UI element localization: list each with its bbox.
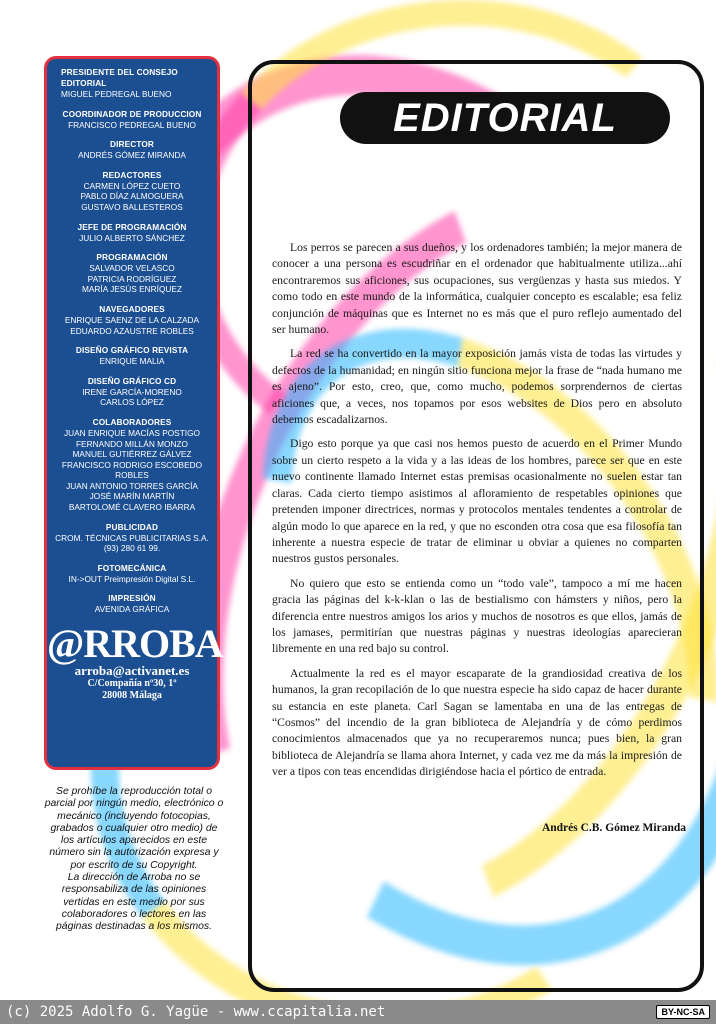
legal-responsibility: La dirección de Arroba no se responsabiliza de las opiniones vertidas en este medio por sus colaboradores o lectores en las páginas destinadas a los mismos.	[56, 872, 212, 933]
credit-role: COLABORADORES	[92, 416, 172, 427]
credit-name: ENRIQUE MALIA	[99, 356, 165, 367]
contact-email: arroba@activanet.es	[74, 663, 190, 679]
credit-name: EDUARDO AZAUSTRE ROBLES	[70, 325, 194, 336]
credit-role: DISEÑO GRÁFICO REVISTA	[75, 345, 189, 356]
credits-list	[47, 67, 217, 615]
credit-name: FERNANDO MILLÁN MONZO	[75, 438, 189, 449]
credit-group	[47, 563, 217, 585]
credit-role: JEFE DE PROGRAMACIÓN	[77, 221, 187, 232]
credit-role: FOTOMECÁNICA	[97, 562, 167, 573]
credit-role: DIRECTOR	[110, 139, 154, 150]
credit-group	[47, 222, 217, 244]
credit-role: PROGRAMACIÓN	[96, 252, 168, 263]
copyright-text: (c) 2025 Adolfo G. Yagüe - www.ccapitalia.net	[6, 1004, 386, 1020]
credit-name: PABLO DÍAZ ALMOGUERA	[80, 191, 184, 202]
credit-role: PUBLICIDAD	[105, 521, 159, 532]
paragraph: Actualmente la red es el mayor escaparate de la grandiosidad creativa de los humanos, la gran recopilación de lo que nuestra especie ha sido capaz de hacer durante su estancia en este planeta. Carl Sagan se lamentaba en una de las entregas de “Cosmos” del incendio de la gran biblioteca de Alejandría y de cómo perdimos conocimientos almacenados que ya no recuperaremos nunca; pues bien, la gran biblioteca de Alejandría se llama ahora Internet, y cada vez me da más la impresión de ver a tipos con teas encendidas dirigiéndose hacia el pórtico de entrada.	[272, 666, 682, 779]
credit-group	[47, 417, 217, 513]
credit-name: JUAN ENRIQUE MACÍAS POSTIGO	[64, 427, 200, 438]
credit-group	[47, 67, 217, 100]
paragraph: Digo esto porque ya que casi nos hemos puesto de acuerdo en el Primer Mundo sobre un cierto respeto a la vida y a las ideas de los hombres, parece ser que en este nuevo continente llamado Internet estas premisas ocasionalmente no suelen estar tan claras. Cada cierto tiempo asistimos al afloramiento de respetables opiniones que pretenden imponer directrices, normas y protocolos mentales tendentes a controlar de algún modo lo que aparece en la red, y que no esconden otra cosa que esa filosofía tan inherente a nuestra especie de tratar de eliminar u obviar a quienes no comparten nuestros gustos personales.	[272, 437, 682, 566]
credit-role: DISEÑO GRÁFICO CD	[87, 375, 177, 386]
credit-name: FRANCISCO PEDREGAL BUENO	[68, 119, 196, 130]
credit-name: MIGUEL PEDREGAL BUENO	[61, 89, 172, 99]
credit-role: NAVEGADORES	[99, 303, 165, 314]
address-street: C/Compañía nº30, 1º	[87, 678, 177, 690]
credit-group	[47, 593, 217, 615]
credit-group	[47, 139, 217, 161]
credit-name: ANDRÉS GÓMEZ MIRANDA	[78, 150, 186, 161]
legal-reproduction: Se prohíbe la reproducción total o parcial por ningún medio, electrónico o mecánico (incluyendo fotocopias, grabados o cualquier otro medio) de los artículos aparecidos en este número sin la autorización expresa y por escrito de su Copyright.	[44, 786, 224, 871]
address-city: 28008 Málaga	[102, 689, 162, 701]
credit-name: IRENE GARCÍA-MORENO	[82, 386, 182, 397]
credit-group	[47, 304, 217, 336]
credit-role: PRESIDENTE DEL CONSEJO EDITORIAL	[61, 67, 178, 88]
credit-name: AVENIDA GRÁFICA	[94, 604, 170, 615]
credit-name: GUSTAVO BALLESTEROS	[81, 201, 183, 212]
credit-group	[47, 170, 217, 213]
editorial-title: EDITORIAL	[393, 95, 617, 140]
credit-name: SALVADOR VELASCO	[89, 263, 175, 274]
paragraph: La red se ha convertido en la mayor exposición jamás vista de todas las virtudes y defectos de la humanidad; en ningún sitio funciona mejor la frase de “nada humano me es ajeno”. Por esto, creo, que, como mucho, podemos sorprendernos de ciertas aficiones que, a veces, nos topamos por esos websites de Dios pero en absoluto debemos escadalizarnos.	[272, 347, 682, 427]
credit-name: BARTOLOMÉ CLAVERO IBARRA	[68, 502, 196, 513]
credit-role: COORDINADOR DE PRODUCCION	[62, 108, 202, 119]
credit-name: MANUEL GUTIÉRREZ GÁLVEZ	[72, 449, 192, 460]
credit-role: REDACTORES	[102, 169, 162, 180]
copyright-bar	[0, 1000, 716, 1024]
credit-name: MARÍA JESÚS ENRÍQUEZ	[81, 284, 183, 295]
credit-name: CARMEN LÓPEZ CUETO	[83, 180, 181, 191]
credit-name: FRANCISCO RODRIGO ESCOBEDO ROBLES	[61, 459, 203, 481]
paragraph: No quiero que esto se entienda como un “todo vale”, tampoco a mí me hacen gracia las páginas del k-k-klan o las de bestialismo con hámsters y niños, pero la diferencia entre nuestros amigos los arios y muchos de nosotros es que ellos, jamás de los jamases, permitirían que nuestras páginas y nuestras ideologías aparecieran libremente en una red bajo su control.	[272, 576, 682, 656]
credit-name: JOSÉ MARÍN MARTÍN	[89, 491, 175, 502]
credits-panel	[44, 56, 223, 770]
credit-name: JULIO ALBERTO SÁNCHEZ	[79, 232, 185, 243]
credit-group	[47, 345, 217, 367]
author-signature: Andrés C.B. Gómez Miranda	[541, 822, 686, 834]
credit-role: IMPRESIÓN	[108, 593, 156, 604]
editorial-banner	[340, 92, 670, 144]
editorial-article	[272, 240, 682, 789]
paragraph: Los perros se parecen a sus dueños, y los ordenadores también; la mejor manera de conocer a una persona es escudriñar en el ordenador que habitualmente utiliza...ahí encontraremos sus aficiones, sus ocupaciones, sus vergüenzas y hasta sus miedos. Y como todo en este mundo de la informática, cualquier concepto es escalable; esa feliz conjunción de máquinas que es Internet no es más que el puro reflejo aumentado del ser humano.	[272, 241, 682, 337]
credit-group	[47, 522, 217, 554]
legal-notice	[44, 786, 224, 934]
credit-name: IN->OUT Preimpresión Digital S.L.	[68, 573, 196, 584]
cc-license-badge[interactable]: BY-NC-SA	[656, 1005, 710, 1019]
credit-name: ENRIQUE SAENZ DE LA CALZADA	[64, 314, 200, 325]
credit-group	[47, 252, 217, 295]
credit-name: CROM. TÉCNICAS PUBLICITARIAS S.A.	[55, 532, 209, 543]
credit-name: PATRICIA RODRÍGUEZ	[87, 273, 177, 284]
credit-group	[47, 109, 217, 131]
credit-name: (93) 280 61 99.	[103, 543, 161, 554]
magazine-logo: @RROBA	[47, 621, 223, 667]
credit-group	[47, 376, 217, 408]
credit-name: CARLOS LÓPEZ	[100, 397, 164, 408]
credit-name: JUAN ANTONIO TORRES GARCÍA	[66, 480, 198, 491]
